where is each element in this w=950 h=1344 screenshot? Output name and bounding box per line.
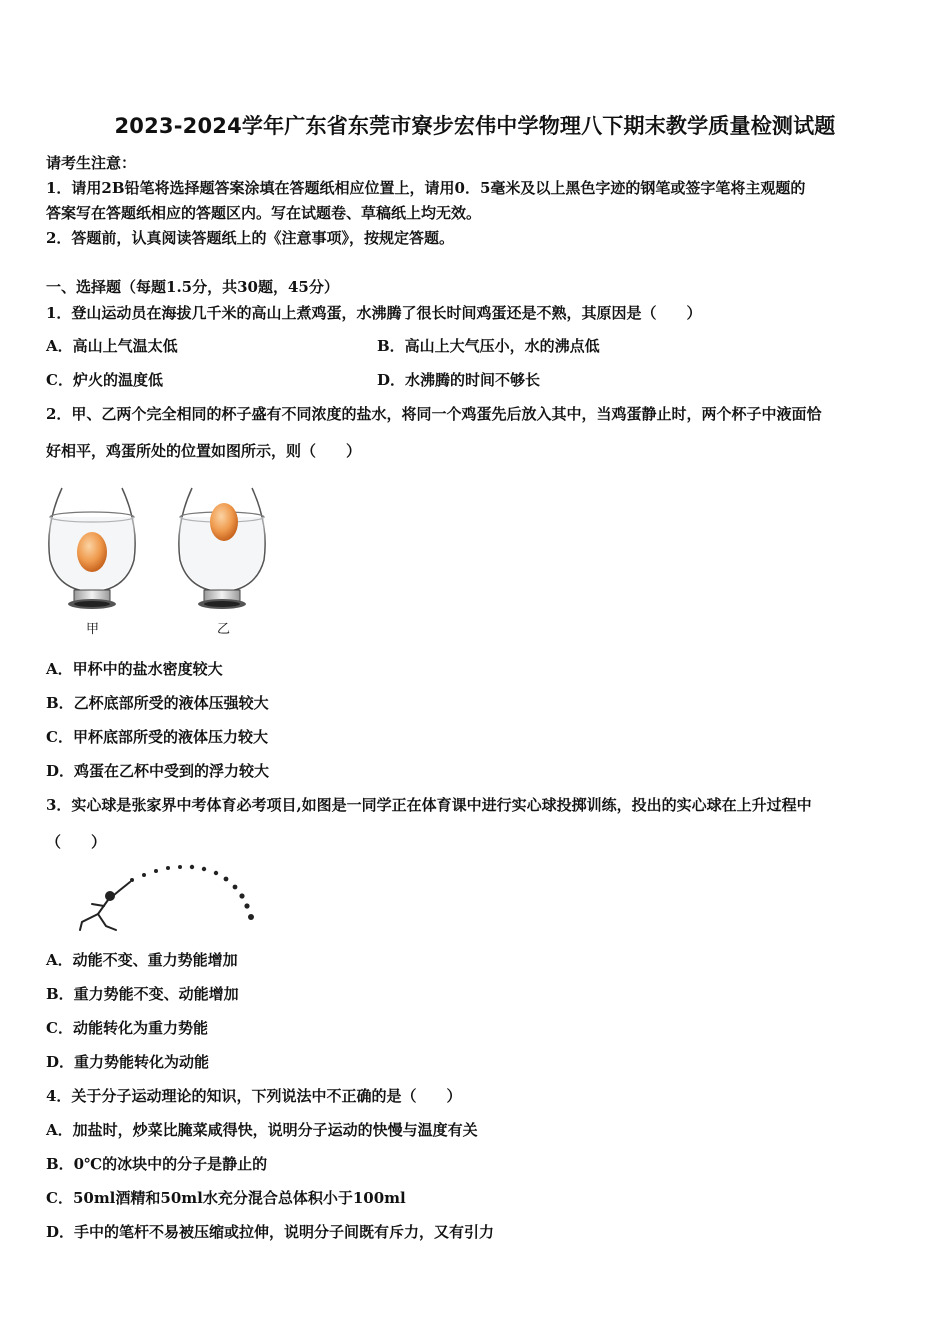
thrower-figure	[80, 882, 130, 930]
page-title: 2023-2024学年广东省东莞市寮步宏伟中学物理八下期末教学质量检测试题	[114, 114, 836, 138]
question-3-option-a: A．动能不变、重力势能增加	[46, 951, 238, 969]
cup-yi	[179, 488, 265, 609]
question-3-option-c: C．动能转化为重力势能	[46, 1019, 208, 1037]
question-3-option-d: D．重力势能转化为动能	[46, 1053, 210, 1071]
question-4-stem: 4．关于分子运动理论的知识，下列说法中不正确的是（ ）	[46, 1087, 462, 1105]
question-1-stem: 1．登山运动员在海拔几千米的高山上煮鸡蛋，水沸腾了很长时间鸡蛋还是不熟，其原因是（ ）	[46, 304, 702, 322]
question-4-option-d: D．手中的笔杆不易被压缩或拉伸，说明分子间既有斥力，又有引力	[46, 1223, 495, 1241]
figure-label-jia: 甲	[86, 622, 100, 637]
figure-label-yi: 乙	[217, 622, 231, 637]
question-4-option-c: C．50ml酒精和50ml水充分混合总体积小于100ml	[46, 1189, 406, 1207]
notice-heading: 请考生注意：	[46, 154, 137, 172]
question-3-stem-line-2: （ ）	[46, 833, 107, 851]
notice-item-1-line-2: 答案写在答题纸相应的答题区内。写在试题卷、草稿纸上均无效。	[46, 204, 482, 222]
question-3-option-b: B．重力势能不变、动能增加	[46, 985, 239, 1003]
question-2-option-d: D．鸡蛋在乙杯中受到的浮力较大	[46, 762, 270, 780]
egg-jia	[77, 532, 107, 572]
question-1-option-d: D．水沸腾的时间不够长	[377, 371, 541, 389]
question-4-option-b: B．0℃的冰块中的分子是静止的	[46, 1155, 268, 1173]
egg-yi	[210, 503, 238, 541]
question-2-option-c: C．甲杯底部所受的液体压力较大	[46, 728, 268, 746]
question-2-stem-line-2: 好相平，鸡蛋所处的位置如图所示，则（ ）	[46, 442, 362, 460]
question-2-stem-line-1: 2．甲、乙两个完全相同的杯子盛有不同浓度的盐水，将同一个鸡蛋先后放入其中，当鸡蛋静止时，两个杯子中液面恰	[46, 405, 822, 423]
shot-put-figure	[72, 860, 272, 936]
egg-in-cups-figure	[40, 480, 290, 640]
question-1-option-c: C．炉火的温度低	[46, 371, 163, 389]
ball-trajectory	[130, 865, 254, 920]
question-2-option-b: B．乙杯底部所受的液体压强较大	[46, 694, 269, 712]
cup-jia	[49, 488, 135, 609]
section-heading: 一、选择题（每题1.5分，共30题，45分）	[46, 278, 339, 296]
question-3-stem-line-1: 3．实心球是张家界中考体育必考项目,如图是一同学正在体育课中进行实心球投掷训练，投出的实心球在上升过程中	[46, 796, 812, 814]
question-4-option-a: A．加盐时，炒菜比腌菜咸得快，说明分子运动的快慢与温度有关	[46, 1121, 478, 1139]
notice-item-2: 2．答题前，认真阅读答题纸上的《注意事项》，按规定答题。	[46, 229, 454, 247]
question-1-option-b: B．高山上大气压小，水的沸点低	[377, 337, 600, 355]
question-2-option-a: A．甲杯中的盐水密度较大	[46, 660, 223, 678]
notice-item-1-line-1: 1．请用2B铅笔将选择题答案涂填在答题纸相应位置上，请用0．5毫米及以上黑色字迹的钢笔或签字笔将主观题的	[46, 179, 806, 197]
question-1-option-a: A．高山上气温太低	[46, 337, 178, 355]
